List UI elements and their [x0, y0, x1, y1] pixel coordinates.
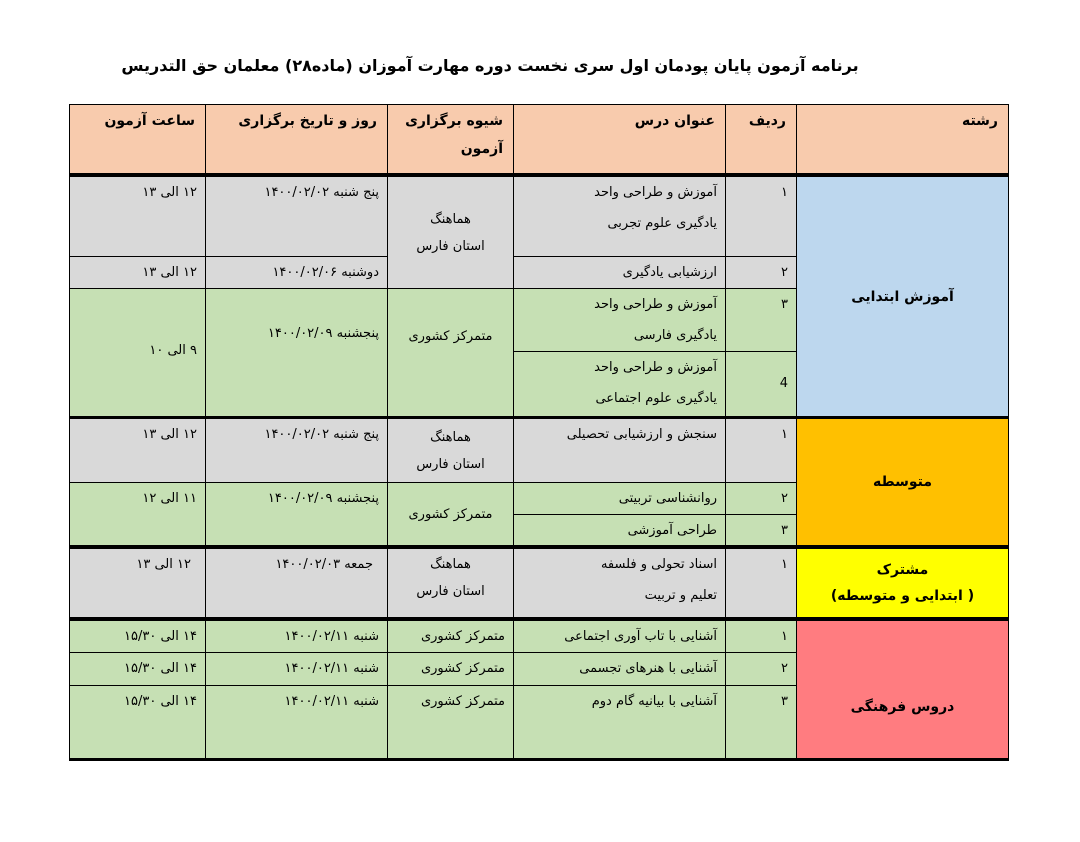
- primary-row-2-time: ۱۲ الی ۱۳: [69, 256, 206, 289]
- header-method-line1: شیوه برگزاری: [405, 113, 503, 129]
- exam-schedule-table: [69, 104, 1009, 761]
- shared-row-1-course-l1: اسناد تحولی و فلسفه: [600, 557, 717, 572]
- primary-row-4-course-l1: آموزش و طراحی واحد: [594, 360, 717, 375]
- cultural-row-1-course: آشنایی با تاب آوری اجتماعی: [513, 618, 726, 653]
- primary-method-b-text: متمرکز کشوری: [408, 329, 493, 344]
- secondary-row-1-date: پنج شنبه ۱۴۰۰/۰۲/۰۲: [205, 416, 388, 483]
- secondary-row-2-course: روانشناسی تربیتی: [513, 482, 726, 515]
- section-cultural-label: [796, 618, 1009, 761]
- shared-row-1-method-l1: هماهنگ: [430, 557, 471, 572]
- page-title: برنامه آزمون پایان پودمان اول سری نخست دوره مهارت آموزان (ماده۲۸) معلمان حق التدریس: [121, 56, 859, 75]
- cultural-row-3-course: آشنایی با بیانیه گام دوم: [513, 685, 726, 761]
- cultural-row-1-method: متمرکز کشوری: [387, 618, 514, 653]
- header-course: عنوان درس: [513, 104, 726, 174]
- primary-method-a-l1: هماهنگ: [430, 211, 471, 227]
- secondary-row-3-number: ۳: [725, 514, 797, 546]
- primary-row-1-course-l2: یادگیری علوم تجربی: [607, 216, 717, 231]
- cultural-row-2-course: آشنایی با هنرهای تجسمی: [513, 652, 726, 686]
- primary-row-3-number: ۳: [725, 288, 797, 352]
- cultural-row-2-time: ۱۴ الی ۱۵/۳۰: [69, 652, 206, 686]
- primary-row-1-course-l1: آموزش و طراحی واحد: [594, 185, 717, 200]
- secondary-row-1-course: سنجش و ارزشیابی تحصیلی: [513, 416, 726, 483]
- cultural-row-3-date: شنبه ۱۴۰۰/۰۲/۱۱: [205, 685, 388, 761]
- secondary-time-b: ۱۱ الی ۱۲: [69, 482, 206, 546]
- primary-row-3-course: [513, 288, 726, 352]
- primary-row-4-number: 4: [725, 351, 797, 417]
- shared-row-1-time: ۱۲ الی ۱۳: [69, 546, 206, 618]
- primary-row-2-number: ۲: [725, 256, 797, 289]
- shared-row-1-number: ۱: [725, 546, 797, 618]
- cultural-row-2-method: متمرکز کشوری: [387, 652, 514, 686]
- secondary-method-a: [387, 416, 514, 483]
- header-method-line2: آزمون: [460, 141, 503, 157]
- header-method: [387, 104, 514, 174]
- section-shared-label: [796, 546, 1009, 618]
- primary-row-1-course: [513, 174, 726, 257]
- primary-row-2-course: ارزشیابی یادگیری: [513, 256, 726, 289]
- cultural-row-3-method: متمرکز کشوری: [387, 685, 514, 761]
- secondary-date-b: پنجشنبه ۱۴۰۰/۰۲/۰۹: [205, 482, 388, 546]
- secondary-row-1-time: ۱۲ الی ۱۳: [69, 416, 206, 483]
- primary-row-1-date: پنج شنبه ۱۴۰۰/۰۲/۰۲: [205, 174, 388, 257]
- primary-row-3-course-l1: آموزش و طراحی واحد: [594, 297, 717, 312]
- secondary-method-a-l1: هماهنگ: [430, 429, 471, 445]
- primary-row-2-date: دوشنبه ۱۴۰۰/۰۲/۰۶: [205, 256, 388, 289]
- shared-row-1-date: جمعه ۱۴۰۰/۰۲/۰۳: [205, 546, 388, 618]
- section-secondary-name: متوسطه: [872, 474, 933, 490]
- section-secondary-label: [796, 416, 1009, 546]
- secondary-row-2-number: ۲: [725, 482, 797, 515]
- cultural-row-1-number: ۱: [725, 618, 797, 653]
- shared-row-1-course: [513, 546, 726, 618]
- shared-row-1-method: [387, 546, 514, 618]
- secondary-row-3-course: طراحی آموزشی: [513, 514, 726, 546]
- cultural-row-2-number: ۲: [725, 652, 797, 686]
- primary-row-4-course: [513, 351, 726, 417]
- primary-date-b: پنجشنبه ۱۴۰۰/۰۲/۰۹: [205, 288, 388, 417]
- primary-method-a-l2: استان فارس: [416, 238, 485, 254]
- secondary-method-a-l2: استان فارس: [416, 456, 485, 472]
- shared-row-1-course-l2: تعلیم و تربیت: [644, 588, 717, 603]
- primary-row-1-time: ۱۲ الی ۱۳: [69, 174, 206, 257]
- secondary-method-b: [387, 482, 514, 546]
- secondary-row-1-number: ۱: [725, 416, 797, 483]
- header-time: ساعت آزمون: [69, 104, 206, 174]
- section-shared-subname: ( ابتدایی و متوسطه): [830, 588, 975, 604]
- header-row-number: ردیف: [725, 104, 797, 174]
- cultural-row-3-number: ۳: [725, 685, 797, 761]
- header-date: روز و تاریخ برگزاری: [205, 104, 388, 174]
- primary-method-b: [387, 288, 514, 417]
- section-cultural-name: دروس فرهنگی: [850, 698, 955, 715]
- secondary-method-b-text: متمرکز کشوری: [408, 506, 493, 522]
- cultural-row-1-date: شنبه ۱۴۰۰/۰۲/۱۱: [205, 618, 388, 653]
- cultural-row-3-time: ۱۴ الی ۱۵/۳۰: [69, 685, 206, 761]
- primary-row-1-number: ۱: [725, 174, 797, 257]
- primary-time-b: ۹ الی ۱۰: [69, 288, 206, 417]
- section-shared-name: مشترک: [876, 562, 929, 578]
- section-primary-label: [796, 174, 1009, 417]
- primary-method-a: [387, 174, 514, 289]
- header-field: رشته: [796, 104, 1009, 174]
- cultural-row-2-date: شنبه ۱۴۰۰/۰۲/۱۱: [205, 652, 388, 686]
- section-primary-name: آموزش ابتدایی: [851, 288, 954, 305]
- primary-row-4-course-l2: یادگیری علوم اجتماعی: [595, 391, 717, 406]
- shared-row-1-method-l2: استان فارس: [416, 584, 485, 599]
- primary-row-3-course-l2: یادگیری فارسی: [633, 328, 717, 343]
- cultural-row-1-time: ۱۴ الی ۱۵/۳۰: [69, 618, 206, 653]
